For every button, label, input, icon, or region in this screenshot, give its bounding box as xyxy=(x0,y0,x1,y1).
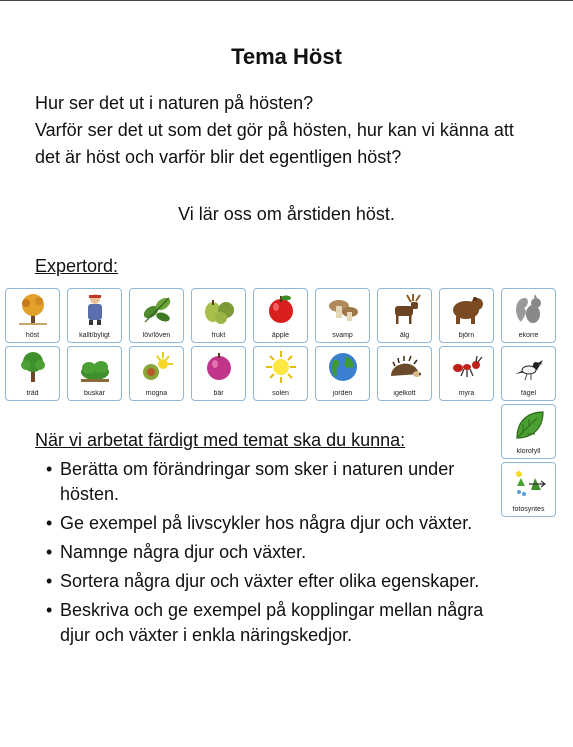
goal-text: Beskriva och ge exempel på kopplingar mellan några djur och växter i enkla näringskedjor. xyxy=(60,600,484,645)
earth-icon xyxy=(325,350,361,384)
card-mogna xyxy=(129,346,184,401)
card-label: löv/löven xyxy=(142,332,171,339)
card-label: björn xyxy=(458,332,475,339)
card-jorden xyxy=(315,346,370,401)
chlorophyll-leaf-icon xyxy=(511,408,547,442)
tree-icon xyxy=(15,350,51,384)
mushroom-icon xyxy=(325,292,361,326)
card-label: jorden xyxy=(332,390,353,397)
subtitle: Vi lär oss om årstiden höst. xyxy=(178,204,395,224)
card-label: älg xyxy=(399,332,410,339)
cold-person-icon xyxy=(77,292,113,326)
leaves-icon xyxy=(139,292,175,326)
card-buskar xyxy=(67,346,122,401)
card-label: fotosyntes xyxy=(512,506,545,513)
sun-icon xyxy=(263,350,299,384)
ant-icon xyxy=(449,350,485,384)
card-igelkott xyxy=(377,346,432,401)
goals-heading: När vi arbetat färdigt med temat ska du kunna: xyxy=(35,430,406,450)
bird-icon xyxy=(511,350,547,384)
card-apple xyxy=(253,288,308,343)
goals-list xyxy=(46,457,516,652)
card-label: igelkott xyxy=(393,390,416,397)
card-label: svamp xyxy=(332,332,353,339)
card-host xyxy=(5,288,60,343)
card-fagel xyxy=(501,346,556,401)
card-kallt xyxy=(67,288,122,343)
list-item xyxy=(46,598,516,648)
intro-line-1: Hur ser det ut i naturen på hösten? xyxy=(35,93,314,113)
list-item xyxy=(46,540,516,565)
card-klorofyll xyxy=(501,404,556,459)
berry-icon xyxy=(201,350,237,384)
card-label: ekorre xyxy=(518,332,539,339)
intro-paragraph xyxy=(35,90,540,171)
card-bar xyxy=(191,346,246,401)
page-title: Tema Höst xyxy=(231,44,342,69)
bush-icon xyxy=(77,350,113,384)
card-frukt xyxy=(191,288,246,343)
card-label: klorofyll xyxy=(516,448,541,455)
card-ekorre xyxy=(501,288,556,343)
bear-icon xyxy=(449,292,485,326)
apple-icon xyxy=(263,292,299,326)
hedgehog-icon xyxy=(387,350,423,384)
ripening-icon xyxy=(139,350,175,384)
intro-line-2: Varför ser det ut som det gör på hösten, hur kan vi känna att det är höst och varför blir det egentligen höst? xyxy=(35,120,514,167)
card-label: höst xyxy=(25,332,40,339)
card-solen xyxy=(253,346,308,401)
list-item xyxy=(46,569,516,594)
card-svamp xyxy=(315,288,370,343)
squirrel-icon xyxy=(511,292,547,326)
list-item xyxy=(46,511,516,536)
card-label: kallt/byligt xyxy=(79,332,110,339)
card-label: solen xyxy=(272,390,289,397)
card-label: frukt xyxy=(211,332,226,339)
goal-text: Namnge några djur och växter. xyxy=(60,542,307,562)
card-label: äpple xyxy=(271,332,290,339)
autumn-tree-icon xyxy=(15,292,51,326)
top-border xyxy=(0,0,573,1)
card-label: mogna xyxy=(145,390,168,397)
card-alg xyxy=(377,288,432,343)
goal-text: Sortera några djur och växter efter olika egenskaper. xyxy=(60,571,480,591)
moose-icon xyxy=(387,292,423,326)
card-label: bär xyxy=(213,390,224,397)
card-bjorn xyxy=(439,288,494,343)
card-label: träd xyxy=(26,390,39,397)
card-label: buskar xyxy=(83,390,105,397)
expertord-heading: Expertord: xyxy=(35,256,119,276)
goal-text: Ge exempel på livscykler hos några djur och växter. xyxy=(60,513,473,533)
card-trad xyxy=(5,346,60,401)
list-item xyxy=(46,457,516,507)
card-lov xyxy=(129,288,184,343)
fruit-icon xyxy=(201,292,237,326)
goal-text: Berätta om förändringar som sker i naturen under hösten. xyxy=(60,459,455,504)
card-myra xyxy=(439,346,494,401)
card-label: myra xyxy=(458,390,475,397)
card-label: fågel xyxy=(520,390,537,397)
photosynthesis-icon xyxy=(511,466,547,500)
